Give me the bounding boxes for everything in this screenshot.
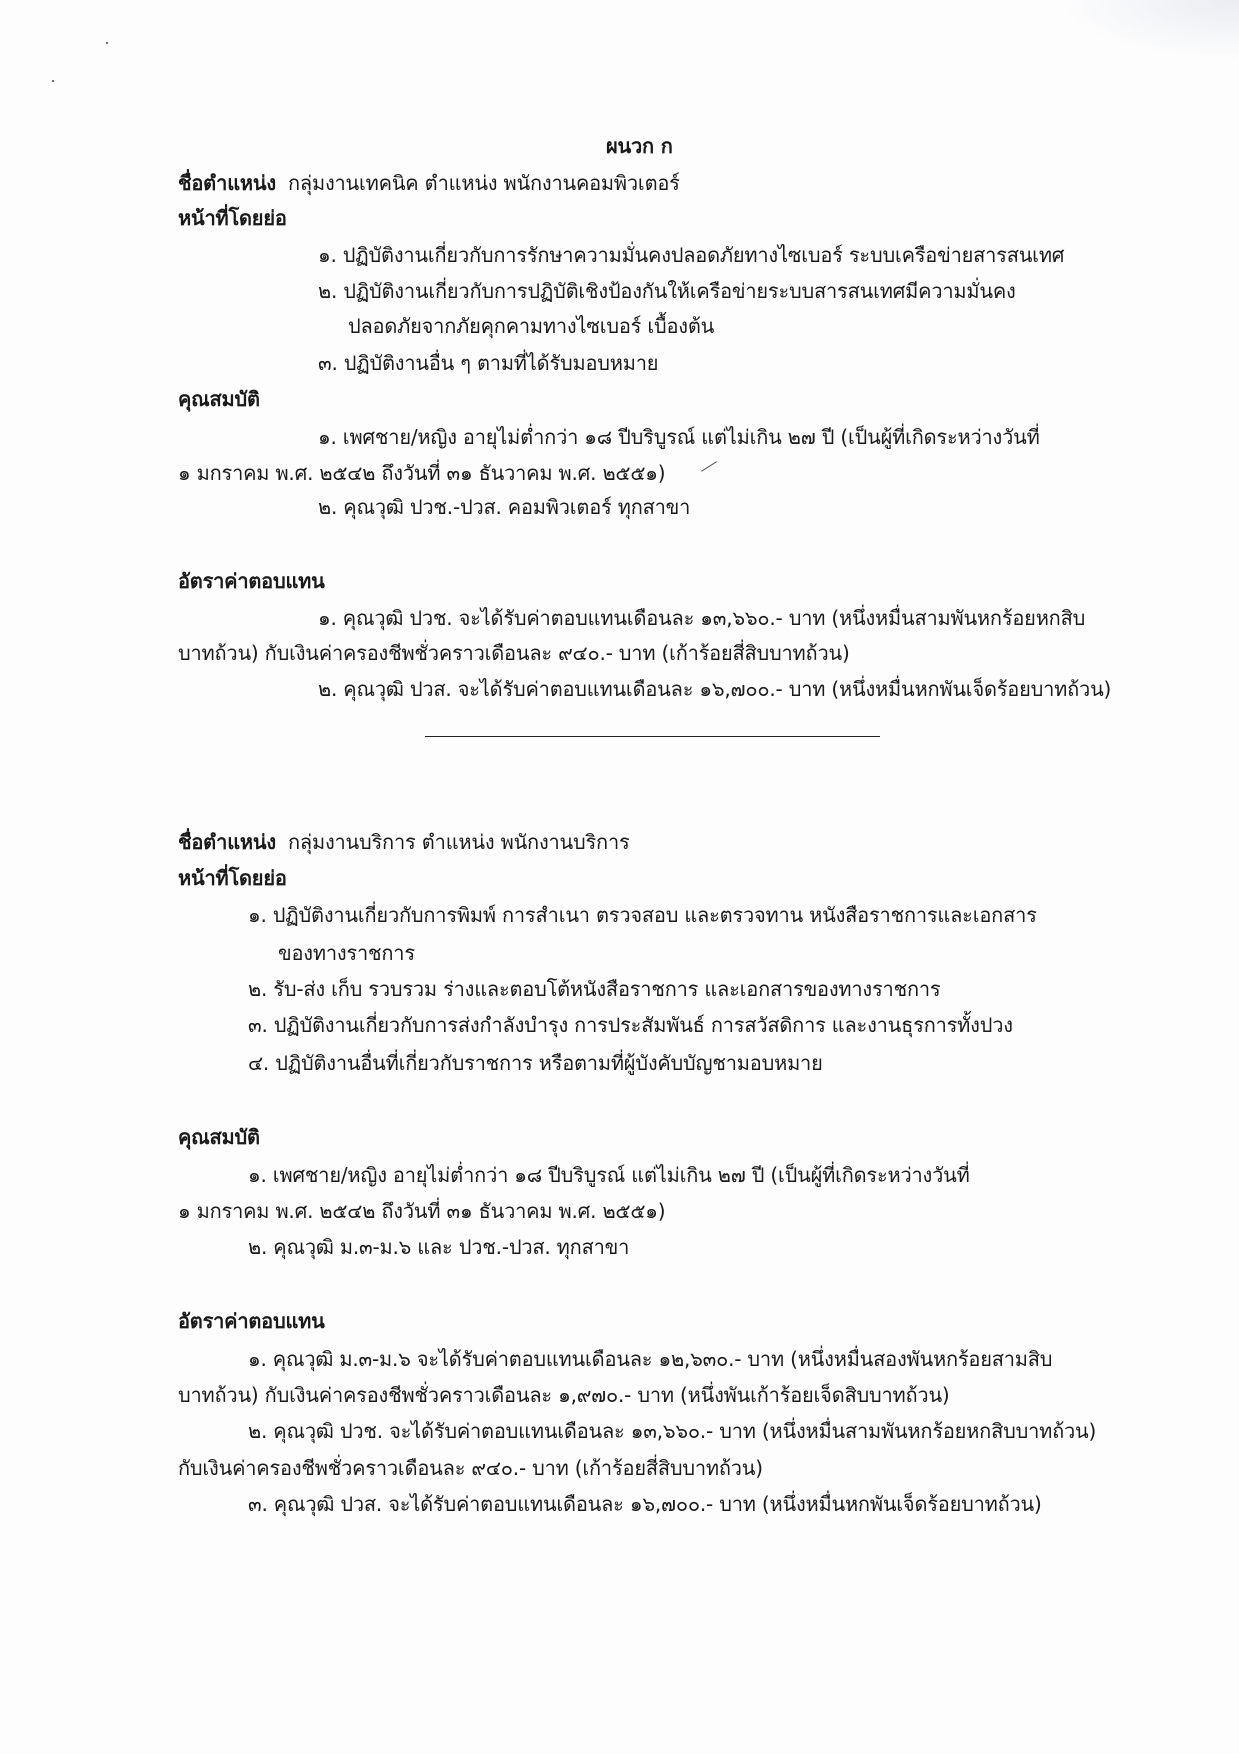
qualification-item: ๒. คุณวุฒิ ปวช.-ปวส. คอมพิวเตอร์ ทุกสาขา: [318, 495, 691, 519]
duty-item: ๒. ปฏิบัติงานเกี่ยวกับการปฏิบัติเชิงป้องกันให้เครือข่ายระบบสารสนเทศมีความมั่นคง: [318, 279, 1016, 303]
qualifications-heading: คุณสมบัติ: [178, 1125, 260, 1149]
qualification-item: ๑. เพศชาย/หญิง อายุไม่ต่ำกว่า ๑๘ ปีบริบูรณ์ แต่ไม่เกิน ๒๗ ปี (เป็นผู้ที่เกิดระหว่างวันที่: [248, 1163, 970, 1187]
compensation-heading: อัตราค่าตอบแทน: [178, 569, 325, 593]
compensation-item: ๒. คุณวุฒิ ปวส. จะได้รับค่าตอบแทนเดือนละ ๑๖,๗๐๐.- บาท (หนึ่งหมื่นหกพันเจ็ดร้อยบาทถ้วน): [318, 677, 1112, 701]
scan-speck: [106, 42, 108, 44]
duty-item: ๑. ปฏิบัติงานเกี่ยวกับการรักษาความมั่นคงปลอดภัยทางไซเบอร์ ระบบเครือข่ายสารสนเทศ: [318, 243, 1065, 267]
compensation-item: ๓. คุณวุฒิ ปวส. จะได้รับค่าตอบแทนเดือนละ ๑๖,๗๐๐.- บาท (หนึ่งหมื่นหกพันเจ็ดร้อยบาทถ้วน): [248, 1492, 1042, 1516]
duty-item: ๓. ปฏิบัติงานเกี่ยวกับการส่งกำลังบำรุง การประสัมพันธ์ การสวัสดิการ และงานธุรการทั้งปวง: [248, 1013, 1013, 1037]
duties-heading: หน้าที่โดยย่อ: [178, 206, 287, 230]
duty-item: ๔. ปฏิบัติงานอื่นที่เกี่ยวกับราชการ หรือตามที่ผู้บังคับบัญชามอบหมาย: [248, 1051, 823, 1075]
appendix-title: ผนวก ก: [606, 134, 673, 158]
position-label: ชื่อตำแหน่ง: [178, 830, 276, 854]
qualifications-heading: คุณสมบัติ: [178, 387, 260, 411]
qualification-item: ๒. คุณวุฒิ ม.๓-ม.๖ และ ปวช.-ปวส. ทุกสาขา: [248, 1235, 630, 1259]
duty-item: ๒. รับ-ส่ง เก็บ รวบรวม ร่างและตอบโต้หนังสือราชการ และเอกสารของทางราชการ: [248, 977, 941, 1001]
scan-speck: [52, 80, 54, 82]
duty-item: ๓. ปฏิบัติงานอื่น ๆ ตามที่ได้รับมอบหมาย: [318, 351, 659, 375]
duty-item-continuation: ปลอดภัยจากภัยคุกคามทางไซเบอร์ เบื้องต้น: [348, 314, 715, 338]
section-divider: [425, 736, 880, 737]
duties-heading: หน้าที่โดยย่อ: [178, 866, 287, 890]
compensation-heading: อัตราค่าตอบแทน: [178, 1309, 325, 1333]
compensation-item: ๑. คุณวุฒิ ปวช. จะได้รับค่าตอบแทนเดือนละ ๑๓,๖๖๐.- บาท (หนึ่งหมื่นสามพันหกร้อยหกสิบ: [318, 606, 1086, 630]
duty-item-continuation: ของทางราชการ: [278, 941, 415, 965]
compensation-item: ๒. คุณวุฒิ ปวช. จะได้รับค่าตอบแทนเดือนละ ๑๓,๖๖๐.- บาท (หนึ่งหมื่นสามพันหกร้อยหกสิบบาทถ้วน): [248, 1419, 1097, 1443]
position-label: ชื่อตำแหน่ง: [178, 171, 276, 195]
qualification-item-continuation: ๑ มกราคม พ.ศ. ๒๕๔๒ ถึงวันที่ ๓๑ ธันวาคม พ.ศ. ๒๕๕๑): [178, 461, 666, 485]
position-name: กลุ่มงานเทคนิค ตำแหน่ง พนักงานคอมพิวเตอร์: [288, 171, 680, 195]
position-name: กลุ่มงานบริการ ตำแหน่ง พนักงานบริการ: [288, 830, 630, 854]
compensation-item-continuation: กับเงินค่าครองชีพชั่วคราวเดือนละ ๙๔๐.- บาท (เก้าร้อยสี่สิบบาทถ้วน): [178, 1456, 763, 1480]
pen-mark: [701, 461, 717, 471]
compensation-item-continuation: บาทถ้วน) กับเงินค่าครองชีพชั่วคราวเดือนละ ๙๔๐.- บาท (เก้าร้อยสี่สิบบาทถ้วน): [178, 641, 850, 665]
duty-item: ๑. ปฏิบัติงานเกี่ยวกับการพิมพ์ การสำเนา ตรวจสอบ และตรวจทาน หนังสือราชการและเอกสาร: [248, 903, 1037, 927]
qualification-item: ๑. เพศชาย/หญิง อายุไม่ต่ำกว่า ๑๘ ปีบริบูรณ์ แต่ไม่เกิน ๒๗ ปี (เป็นผู้ที่เกิดระหว่างวันที่: [318, 425, 1040, 449]
qualification-item-continuation: ๑ มกราคม พ.ศ. ๒๕๔๒ ถึงวันที่ ๓๑ ธันวาคม พ.ศ. ๒๕๕๑): [178, 1199, 666, 1223]
compensation-item: ๑. คุณวุฒิ ม.๓-ม.๖ จะได้รับค่าตอบแทนเดือนละ ๑๒,๖๓๐.- บาท (หนึ่งหมื่นสองพันหกร้อยสามสิบ: [248, 1347, 1053, 1371]
compensation-item-continuation: บาทถ้วน) กับเงินค่าครองชีพชั่วคราวเดือนละ ๑,๙๗๐.- บาท (หนึ่งพันเก้าร้อยเจ็ดสิบบาทถ้วน): [178, 1383, 950, 1407]
